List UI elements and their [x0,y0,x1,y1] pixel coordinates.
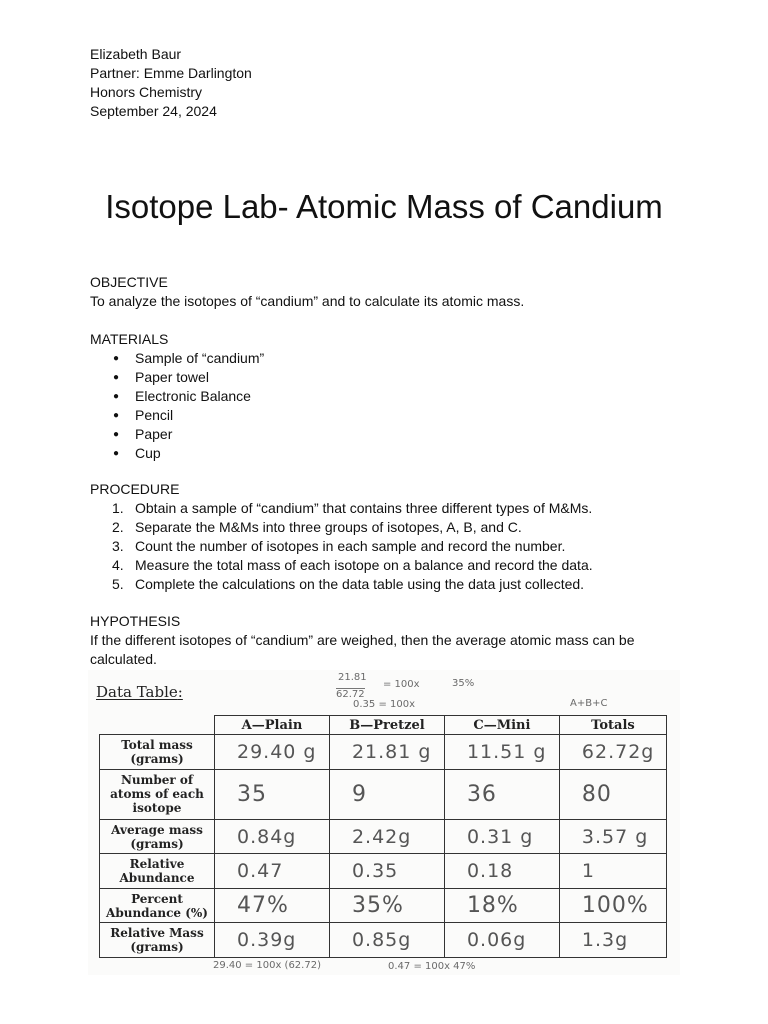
table-cell: 29.40 g [215,735,330,770]
row-header: Percent Abundance (%) [100,888,215,923]
objective-section [90,273,690,311]
column-header: C—Mini [444,716,559,735]
column-header: B—Pretzel [329,716,444,735]
table-cell: 18% [444,888,559,923]
step-text: Measure the total mass of each isotope on a balance and record the data. [135,557,593,573]
table-cell: 80 [559,769,666,819]
step-text: Count the number of isotopes in each sample and record the number. [135,538,566,554]
list-item [90,537,690,556]
list-item: ● Cup [90,444,690,463]
table-cell: 36 [444,769,559,819]
course-name: Honors Chemistry [90,84,203,100]
step-text: Separate the M&Ms into three groups of isotopes, A, B, and C. [135,519,522,535]
row-header: Total mass (grams) [100,735,215,770]
step-number: 1. [112,500,124,516]
table-row [100,735,667,770]
table-cell: 3.57 g [559,819,666,854]
table-cell: 62.72g [559,735,666,770]
table-cell: 0.35 [329,854,444,889]
table-cell: 9 [329,769,444,819]
materials-heading: MATERIALS [90,331,169,347]
hypothesis-text: If the different isotopes of “candium” are weighed, then the average atomic mass can be calculated. [90,632,635,667]
objective-heading: OBJECTIVE [90,274,168,290]
table-cell: 2.42g [329,819,444,854]
table-cell: 1.3g [559,923,666,958]
list-item: ● Pencil [90,406,690,425]
handwritten-equation: = 100x [383,679,420,690]
row-header: Relative Mass (grams) [100,923,215,958]
procedure-list [90,499,690,594]
handwritten-totals-hint: A+B+C [570,698,608,709]
procedure-section [90,480,690,594]
step-number: 2. [112,519,124,535]
table-cell: 100% [559,888,666,923]
list-item: ● Electronic Balance [90,387,690,406]
list-item [90,556,690,575]
step-text: Complete the calculations on the data table using the data just collected. [135,576,585,592]
step-text: Obtain a sample of “candium” that contains three different types of M&Ms. [135,500,593,516]
partner-name: Partner: Emme Darlington [90,65,252,81]
table-cell: 35 [215,769,330,819]
objective-text: To analyze the isotopes of “candium” and to calculate its atomic mass. [90,293,525,309]
author-name: Elizabeth Baur [90,46,182,62]
step-number: 3. [112,538,124,554]
data-table-scan [88,670,680,975]
procedure-heading: PROCEDURE [90,481,180,497]
handwritten-fraction-bottom: 62.72 [336,689,365,700]
handwritten-bottom-right: 0.47 = 100x 47% [388,961,476,972]
hypothesis-section [90,612,690,669]
table-row [100,854,667,889]
list-item [90,499,690,518]
step-number: 4. [112,557,124,573]
isotope-data-table [99,715,667,958]
author-block [90,45,252,121]
row-header: Number of atoms of each isotope [100,769,215,819]
data-table-title: Data Table: [96,683,183,701]
table-cell: 0.85g [329,923,444,958]
column-header: A—Plain [215,716,330,735]
table-cell: 0.84g [215,819,330,854]
table-cell: 47% [215,888,330,923]
table-cell: 35% [329,888,444,923]
table-row [100,888,667,923]
table-cell: 11.51 g [444,735,559,770]
table-corner [100,716,215,735]
handwritten-percent: 35% [452,678,475,689]
handwritten-bottom-left: 29.40 = 100x (62.72) [213,960,321,971]
table-cell: 0.31 g [444,819,559,854]
table-row [100,819,667,854]
list-item: ● Paper towel [90,368,690,387]
materials-section [90,330,690,463]
table-cell: 0.39g [215,923,330,958]
table-cell: 21.81 g [329,735,444,770]
document-title: Isotope Lab- Atomic Mass of Candium [105,188,663,225]
table-cell: 0.47 [215,854,330,889]
table-cell: 0.18 [444,854,559,889]
handwritten-fraction-top: 21.81 [338,672,367,683]
table-cell: 1 [559,854,666,889]
materials-list [90,349,690,463]
list-item: ● Paper [90,425,690,444]
list-item: ● Sample of “candium” [90,349,690,368]
document-date: September 24, 2024 [90,103,217,119]
row-header: Average mass (grams) [100,819,215,854]
table-row [100,923,667,958]
column-header: Totals [559,716,666,735]
hypothesis-heading: HYPOTHESIS [90,613,181,629]
table-cell: 0.06g [444,923,559,958]
table-row [100,769,667,819]
step-number: 5. [112,576,124,592]
handwritten-solve: 0.35 = 100x [353,699,416,710]
list-item [90,575,690,594]
list-item [90,518,690,537]
table-header-row [100,716,667,735]
row-header: Relative Abundance [100,854,215,889]
